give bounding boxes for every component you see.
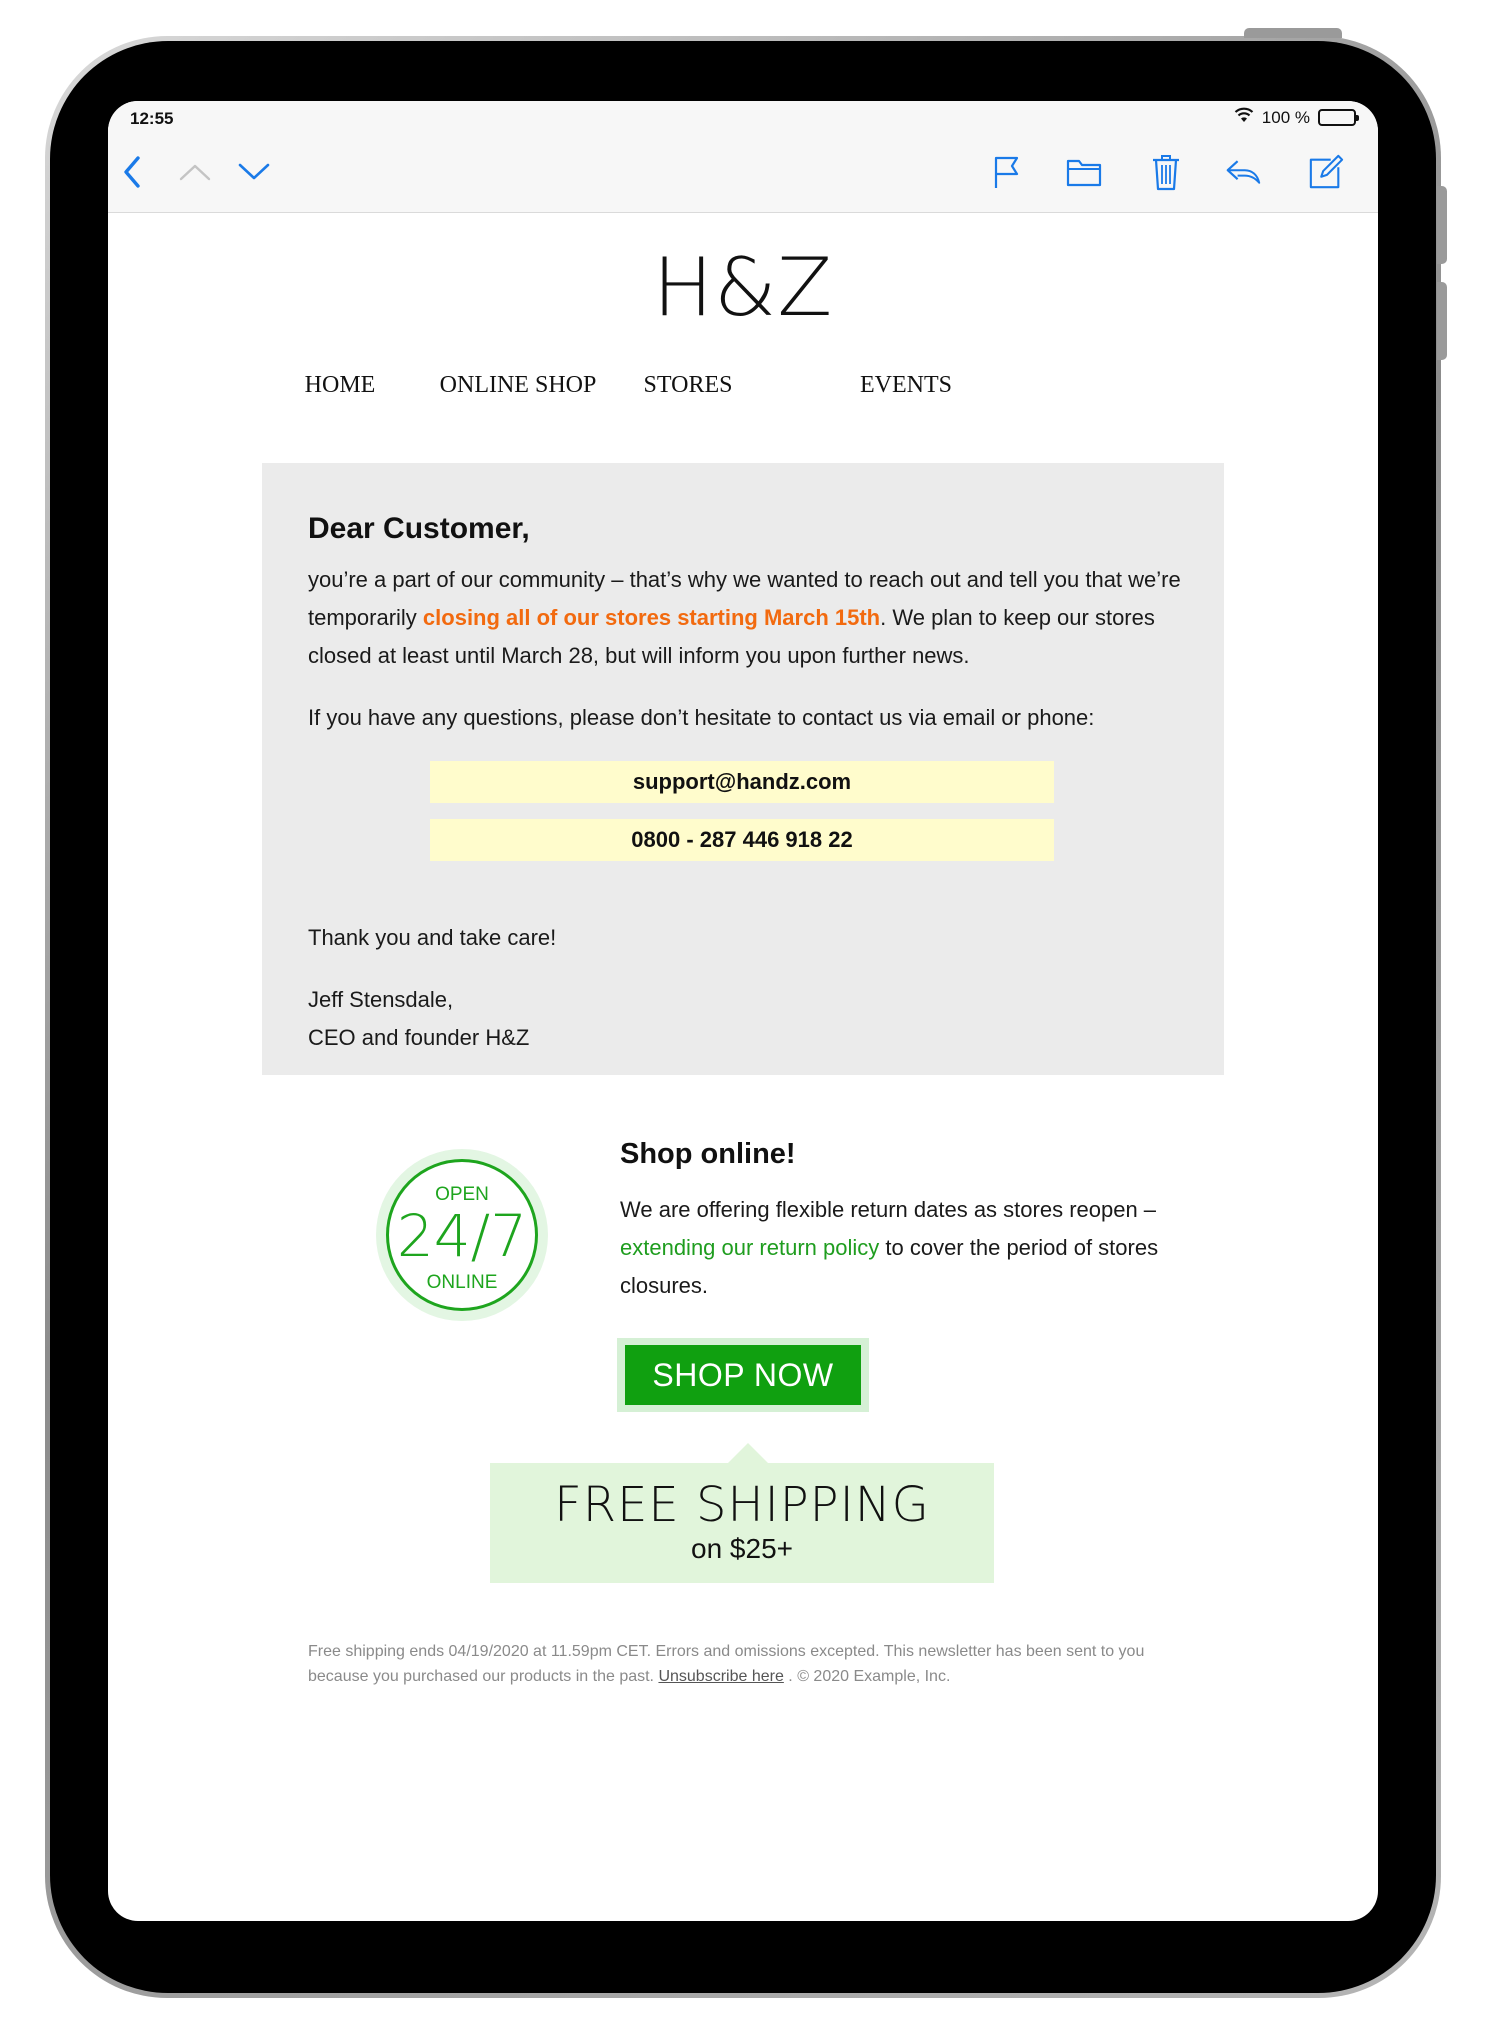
free-shipping-banner [490,1463,994,1583]
notice-paragraph-1: you’re a part of our community – that’s why we wanted to reach out and tell you that we’re temporarily closing all of our stores starting March 15th. We plan to keep our stores closed at least until March 28, but will inform you upon further news. [308,567,1181,668]
free-shipping-title: FREE SHIPPING [554,1477,930,1533]
shop-now-frame [617,1338,869,1412]
badge-online-label: ONLINE [426,1272,498,1293]
status-time: 12:55 [130,109,174,128]
thanks-text: Thank you and take care! [308,925,557,950]
mail-toolbar [108,101,1378,213]
volume-up-button [1437,186,1447,264]
nav-events[interactable]: EVENTS [860,372,952,398]
shop-online-text: We are offering flexible return dates as stores reopen – extending our return policy to cover the period of stores closures. [620,1197,1159,1298]
folder-icon[interactable] [1066,153,1102,191]
signature-title: CEO and founder H&Z [308,1025,530,1050]
volume-down-button [1437,282,1447,360]
unsubscribe-link[interactable]: Unsubscribe here [658,1668,784,1685]
shop-online-title: Shop online! [620,1138,796,1170]
notice-signoff [308,919,556,1057]
badge-hours: 24/7 [396,1202,528,1270]
notice-greeting: Dear Customer, [308,512,530,545]
email-nav [108,372,1378,412]
previous-message-icon[interactable] [177,153,213,191]
support-email[interactable]: support@handz.com [430,761,1054,803]
back-chevron-icon[interactable] [114,153,150,191]
screen [108,101,1378,1921]
compose-icon[interactable] [1308,153,1344,191]
store-closure-notice [262,463,1224,1075]
nav-stores[interactable]: STORES [643,372,733,398]
flag-icon[interactable] [988,153,1024,191]
notice-paragraph-2: If you have any questions, please don’t hesitate to contact us via email or phone: [308,705,1095,730]
signature-name: Jeff Stensdale, [308,987,454,1012]
battery-percent: 100 % [1261,107,1310,127]
notice-body [308,511,1188,737]
support-phone[interactable]: 0800 - 287 446 918 22 [430,819,1054,861]
closure-highlight: closing all of our stores starting March 15th [422,605,881,630]
shipping-pointer [728,1443,768,1463]
free-shipping-subtitle: on $25+ [691,1533,793,1564]
battery-icon [1318,109,1356,126]
shop-now-button[interactable]: SHOP NOW [625,1345,861,1405]
return-policy-link[interactable]: extending our return policy [620,1235,880,1260]
top-button [1244,28,1342,38]
badge-open-label: OPEN [435,1184,489,1205]
next-message-icon[interactable] [236,153,272,191]
brand-logo: H&Z [652,241,834,334]
wifi-icon [1234,107,1254,128]
status-indicators [1234,107,1356,128]
legal-footer: Free shipping ends 04/19/2020 at 11.59pm CET. Errors and omissions excepted. This newsletter has been sent to you because you purchased our products in the past. Unsubscribe here . © 2020 Example, Inc. [308,1643,1145,1685]
badge-ring [386,1159,538,1311]
reply-icon[interactable] [1225,153,1261,191]
nav-home[interactable]: HOME [304,372,376,398]
trash-icon[interactable] [1148,153,1184,191]
nav-online-shop[interactable]: ONLINE SHOP [439,372,597,398]
